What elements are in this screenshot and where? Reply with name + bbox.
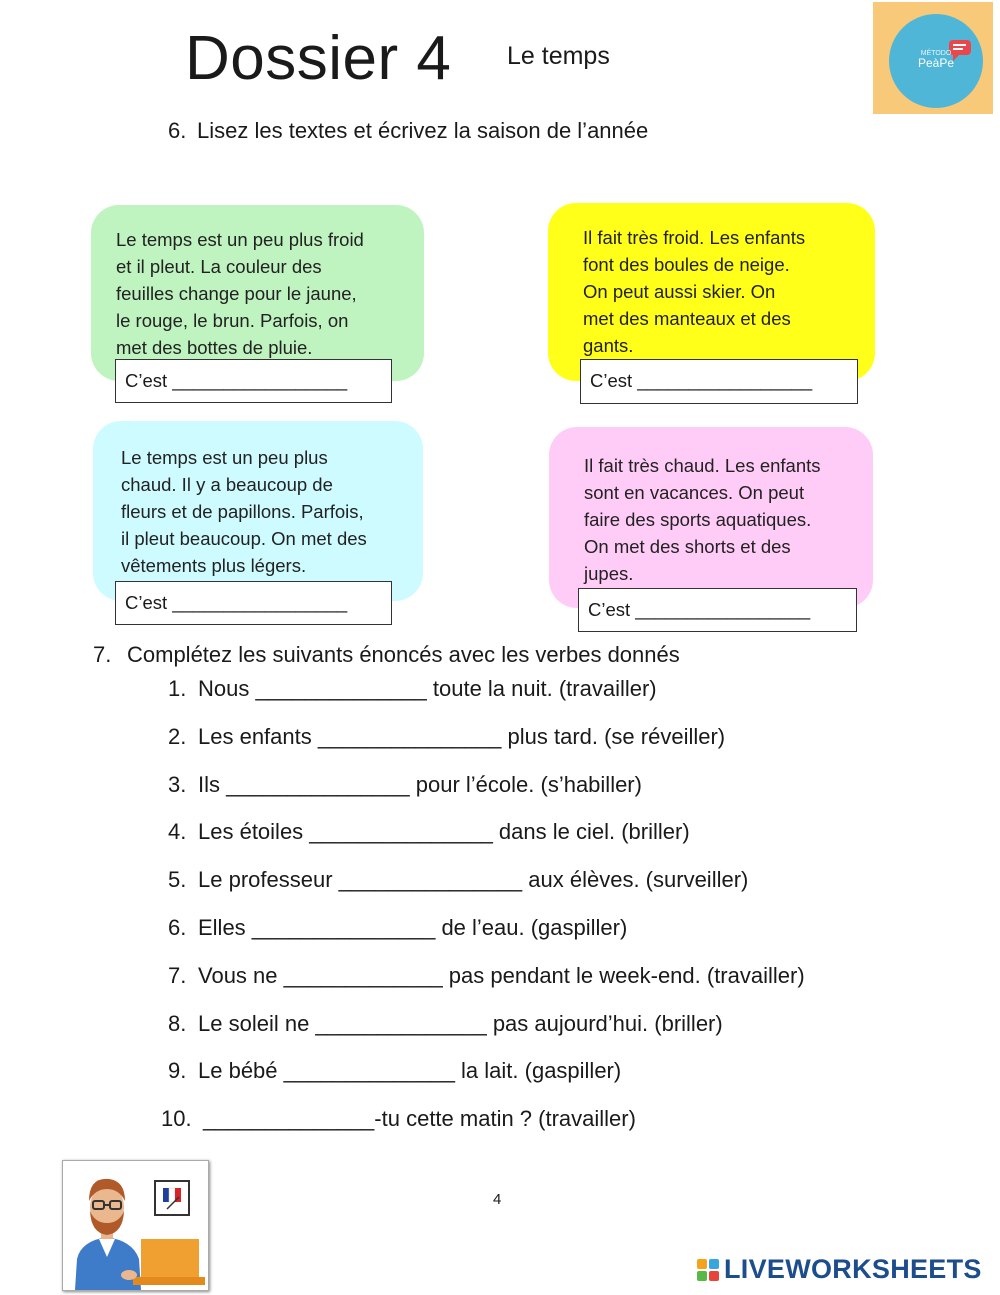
item-text: ______________-tu cette matin ? (travailler) xyxy=(203,1106,636,1131)
item-number: 1. xyxy=(168,676,187,701)
liveworksheets-logo-icon xyxy=(697,1259,719,1281)
card-line: fleurs et de papillons. Parfois, xyxy=(121,501,364,522)
exercise-item-1[interactable] xyxy=(168,676,657,702)
card-line: font des boules de neige. xyxy=(583,254,790,275)
page-subtitle: Le temps xyxy=(507,42,610,70)
item-text: Le soleil ne ______________ pas aujourd’hui. (briller) xyxy=(198,1011,723,1036)
card-line: jupes. xyxy=(584,563,634,584)
card-line: On peut aussi skier. On xyxy=(583,281,776,302)
exercise-item-9[interactable] xyxy=(168,1058,621,1084)
exercise-item-6[interactable] xyxy=(168,915,627,941)
logo-small-text: MÉTODO xyxy=(920,50,952,57)
item-number: 4. xyxy=(168,819,187,844)
item-number: 7. xyxy=(168,963,187,988)
card-line: faire des sports aquatiques. xyxy=(584,509,812,530)
card-line: le rouge, le brun. Parfois, on xyxy=(116,310,349,331)
page-title: Dossier 4 xyxy=(185,24,452,93)
card-line: Le temps est un peu plus froid xyxy=(116,229,364,250)
exercise-7-instruction xyxy=(93,642,680,668)
card-line: Il fait très froid. Les enfants xyxy=(583,227,806,248)
exercise-item-4[interactable] xyxy=(168,819,690,845)
answer-field-2[interactable]: C’est _________________ xyxy=(580,359,858,404)
item-number: 9. xyxy=(168,1058,187,1083)
item-text: Les étoiles _______________ dans le ciel. (briller) xyxy=(198,819,690,844)
card-line: chaud. Il y a beaucoup de xyxy=(121,474,333,495)
answer-field-1[interactable]: C’est _________________ xyxy=(115,359,392,403)
card-line: On met des shorts et des xyxy=(584,536,791,557)
exercise-7-text: Complétez les suivants énoncés avec les verbes donnés xyxy=(127,642,680,667)
item-text: Ils _______________ pour l’école. (s’habiller) xyxy=(198,772,642,797)
item-text: Vous ne _____________ pas pendant le week-end. (travailler) xyxy=(198,963,805,988)
card-line: gants. xyxy=(583,335,634,356)
season-card-2-text xyxy=(583,224,805,359)
item-number: 6. xyxy=(168,915,187,940)
page-number: 4 xyxy=(493,1191,502,1208)
card-line: met des manteaux et des xyxy=(583,308,791,329)
item-text: Le bébé ______________ la lait. (gaspiller) xyxy=(198,1058,622,1083)
season-card-1-text xyxy=(116,226,364,361)
exercise-item-10[interactable] xyxy=(161,1106,636,1132)
exercise-6-instruction xyxy=(168,118,648,144)
item-number: 10. xyxy=(161,1106,192,1131)
liveworksheets-brand-text: LIVEWORKSHEETS xyxy=(724,1254,982,1284)
card-line: feuilles change pour le jaune, xyxy=(116,283,357,304)
item-text: Les enfants _______________ plus tard. (se réveiller) xyxy=(198,724,726,749)
logo-circle-icon xyxy=(889,14,983,108)
exercise-item-2[interactable] xyxy=(168,724,725,750)
logo-text: PeàPe xyxy=(917,56,955,70)
item-number: 3. xyxy=(168,772,187,797)
season-card-3-text xyxy=(121,444,367,579)
exercise-6-number: 6. xyxy=(168,118,187,143)
card-line: Il fait très chaud. Les enfants xyxy=(584,455,821,476)
card-line: Le temps est un peu plus xyxy=(121,447,328,468)
season-card-4-text xyxy=(584,452,821,587)
teacher-drawing xyxy=(63,1161,208,1290)
card-line: vêtements plus légers. xyxy=(121,555,307,576)
card-line: met des bottes de pluie. xyxy=(116,337,313,358)
card-line: sont en vacances. On peut xyxy=(584,482,805,503)
exercise-item-5[interactable] xyxy=(168,867,748,893)
peape-logo xyxy=(873,2,993,114)
exercise-item-3[interactable] xyxy=(168,772,642,798)
item-number: 8. xyxy=(168,1011,187,1036)
item-text: Le professeur _______________ aux élèves. (surveiller) xyxy=(198,867,749,892)
card-line: et il pleut. La couleur des xyxy=(116,256,322,277)
item-number: 5. xyxy=(168,867,187,892)
item-text: Nous ______________ toute la nuit. (travailler) xyxy=(198,676,657,701)
liveworksheets-logo xyxy=(697,1254,982,1285)
exercise-item-7[interactable] xyxy=(168,963,805,989)
exercise-item-8[interactable] xyxy=(168,1011,723,1037)
exercise-6-text: Lisez les textes et écrivez la saison de l’année xyxy=(197,118,649,143)
answer-field-4[interactable]: C’est _________________ xyxy=(578,588,857,632)
item-number: 2. xyxy=(168,724,187,749)
answer-field-3[interactable]: C’est _________________ xyxy=(115,581,392,625)
exercise-7-number: 7. xyxy=(93,642,112,667)
item-text: Elles _______________ de l’eau. (gaspiller) xyxy=(198,915,628,940)
teacher-illustration-icon xyxy=(62,1160,209,1291)
card-line: il pleut beaucoup. On met des xyxy=(121,528,367,549)
